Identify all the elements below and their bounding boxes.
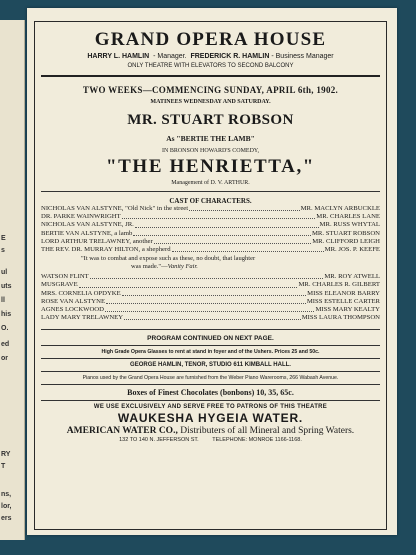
theatre-tagline: ONLY THEATRE WITH ELEVATORS TO SECOND BALCONY — [127, 63, 294, 69]
divider — [41, 400, 380, 401]
business-manager-name: FREDERICK R. HAMLIN — [190, 53, 270, 60]
cast-role: BERTIE VAN ALSTYNE, a lamb — [41, 229, 133, 237]
left-page-fragment: ers — [1, 515, 12, 522]
cast-role: ROSE VAN ALSTYNE — [41, 297, 106, 305]
quote-line-1: "It was to combat and expose such as these, no doubt, that laughter — [81, 255, 256, 263]
management-credit: Management of D. V. ARTHUR. — [171, 180, 250, 186]
leader-dots — [124, 319, 301, 320]
cast-actor: MR. STUART ROBSON — [311, 229, 380, 237]
leader-dots — [135, 227, 319, 228]
cast-row — [41, 306, 380, 314]
waukesha-water: WAUKESHA HYGEIA WATER. — [117, 411, 304, 426]
engagement-run: TWO WEEKS—COMMENCING SUNDAY, APRIL 6th, 1902. — [82, 85, 339, 95]
left-page-fragment: ll — [1, 297, 5, 304]
cast-row — [41, 221, 380, 229]
cast-row — [41, 273, 380, 281]
cast-actor: MR. CHARLES R. GILBERT — [298, 281, 380, 289]
left-page-fragment: O. — [1, 325, 9, 332]
left-page-fragment: lor, — [1, 503, 12, 510]
leader-dots — [105, 311, 314, 312]
leader-dots — [172, 251, 324, 252]
address-line — [41, 437, 380, 443]
tenor-notice: GEORGE HAMLIN, TENOR, STUDIO 611 KIMBALL HALL. — [130, 362, 291, 369]
cast-role: NICHOLAS VAN ALSTYNE, "Old Nick" in the street — [41, 205, 189, 212]
business-manager-role: Business Manager — [275, 53, 334, 60]
chocolates-notice: Boxes of Finest Chocolates (bonbons) 10, 35, 65c. — [127, 388, 294, 398]
management-line: HARRY L. HAMLIN - Manager. FREDERICK R. HAMLIN - Business Manager — [87, 53, 334, 60]
street-address: 132 TO 140 N. JEFFERSON ST. — [119, 437, 199, 444]
left-page-fragment: s — [1, 247, 5, 254]
divider — [41, 384, 380, 385]
cast-row — [41, 298, 380, 306]
cast-actor: MR. CLIFFORD LEIGH — [312, 237, 380, 245]
leader-dots — [122, 295, 306, 296]
divider — [41, 329, 380, 330]
divider — [41, 191, 380, 192]
left-page-fragment: uts — [1, 283, 12, 290]
left-page-fragment: his — [1, 311, 12, 318]
cast-actor: MISS ESTELLE CARTER — [306, 297, 380, 305]
cast-role: MRS. CORNELIA OPDYKE — [41, 289, 121, 297]
left-page-fragment: ns, — [1, 491, 12, 498]
cast-actor: MISS LAURA THOMPSON — [301, 314, 380, 322]
manager-role: Manager. — [157, 53, 187, 60]
program-continued: PROGRAM CONTINUED ON NEXT PAGE. — [147, 335, 274, 343]
opera-glasses-notice: High Grade Opera Glasses to rent at stand in foyer and of the Ushers. Prices 25 and 50c. — [101, 349, 320, 356]
cast-row — [41, 213, 380, 221]
program-page — [27, 8, 397, 535]
divider — [41, 371, 380, 372]
leader-dots — [122, 218, 316, 219]
left-page-fragment: ed — [1, 341, 10, 348]
left-page-fragment: RY — [1, 451, 11, 458]
left-page-fragment: ul — [1, 269, 8, 276]
matinee-days: MATINEES WEDNESDAY AND SATURDAY. — [150, 99, 271, 105]
theatre-title: GRAND OPERA HOUSE — [94, 29, 327, 50]
american-water-name: AMERICAN WATER CO., — [66, 426, 178, 437]
piano-notice: Pianos used by the Grand Opera House are furnished from the Weber Piano Warerooms, 266 Wabash Avenue. — [82, 375, 339, 382]
cast-actor: MISS MARY KEALTY — [315, 306, 380, 314]
leader-dots — [189, 210, 299, 211]
cast-quote — [41, 255, 380, 270]
leader-dots — [79, 287, 298, 288]
cast-row — [41, 314, 380, 322]
telephone-number: TELEPHONE: MONROE 1166-1168. — [212, 437, 302, 444]
manager-name: HARRY L. HAMLIN — [87, 53, 150, 60]
cast-row — [41, 281, 380, 289]
quote-line-2: was made."— — [131, 262, 168, 270]
leader-dots — [133, 235, 311, 236]
cast-role: THE REV. DR. MURRAY HILTON, a shepherd — [41, 246, 171, 254]
star-role: As "BERTIE THE LAMB" — [166, 134, 255, 143]
left-page-fragment: or — [1, 355, 8, 362]
divider — [41, 75, 380, 77]
divider — [41, 345, 380, 346]
leader-dots — [154, 243, 311, 244]
play-title: "THE HENRIETTA," — [106, 156, 315, 177]
left-page-fragment: T — [1, 463, 6, 470]
leader-dots — [106, 303, 306, 304]
cast-row — [41, 290, 380, 298]
cast-heading: CAST OF CHARACTERS. — [169, 197, 252, 205]
water-served-notice: WE USE EXCLUSIVELY AND SERVE FREE TO PATRONS OF THIS THEATRE — [93, 404, 328, 411]
left-page-fragment: E — [1, 235, 6, 242]
cast-role: NICHOLAS VAN ALSTYNE, JR. — [41, 221, 134, 229]
divider — [41, 358, 380, 359]
cast-row — [41, 238, 380, 246]
program-border — [34, 21, 387, 530]
cast-list — [41, 205, 380, 322]
cast-row — [41, 230, 380, 238]
quote-source: Vanity Fair. — [167, 262, 198, 270]
cast-row — [41, 205, 380, 213]
cast-role: LORD ARTHUR TRELAWNEY, another — [41, 237, 153, 245]
cast-actor: MR. CHARLES LANE — [316, 213, 380, 221]
star-name: MR. STUART ROBSON — [127, 112, 294, 128]
cast-actor: MR. MACLYN ARBUCKLE — [300, 205, 380, 212]
cast-actor: MR. JOS. P. KEEFE — [324, 246, 380, 254]
cast-role: DR. PARKE WAINWRIGHT — [41, 213, 121, 221]
cast-actor: MISS ELEANOR BARRY — [307, 289, 380, 297]
leader-dots — [90, 278, 324, 279]
cast-row — [41, 246, 380, 254]
cast-actor: MR. ROY ATWELL — [324, 273, 380, 281]
left-page-edge — [0, 20, 25, 540]
american-water-desc: Distributers of all Mineral and Spring Waters. — [180, 426, 355, 437]
american-water-line — [41, 426, 380, 436]
cast-role: WATSON FLINT — [41, 273, 89, 281]
cast-actor: MR. RUSS WHYTAL — [319, 221, 380, 229]
comedy-credit: IN BRONSON HOWARD'S COMEDY, — [162, 148, 259, 154]
cast-role: AGNES LOCKWOOD — [41, 306, 104, 314]
cast-role: MUSGRAVE — [41, 281, 78, 289]
cast-role: LADY MARY TRELAWNEY — [41, 314, 124, 322]
